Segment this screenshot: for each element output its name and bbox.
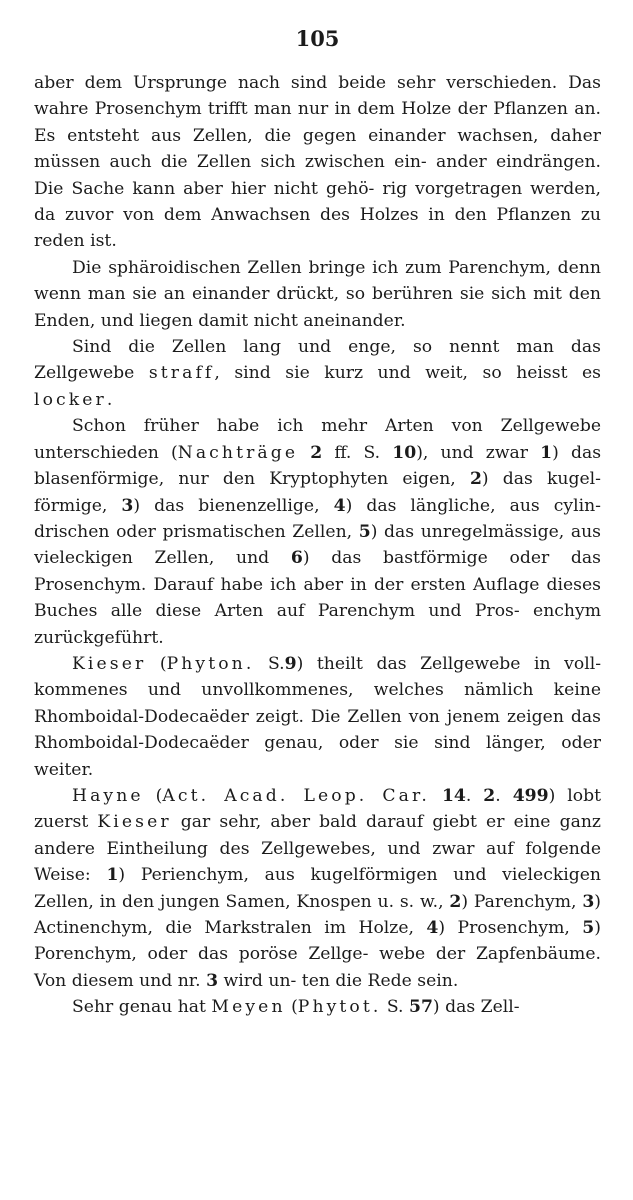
spaced-name: locker bbox=[34, 389, 107, 410]
text-run: ) das unregelmässige, aus vieleckigen Zellen, und bbox=[34, 521, 601, 569]
spaced-name: Act. Acad. Leop. Car. bbox=[162, 785, 430, 806]
bold-number: 5 bbox=[358, 521, 371, 542]
text-run bbox=[298, 443, 310, 463]
text-run: ( bbox=[143, 785, 163, 806]
text-run: . bbox=[106, 389, 113, 410]
bold-number: 3 bbox=[582, 891, 595, 912]
text-run: ) Porenchym, oder das poröse Zellge- webe der Zapfenbäume. Von diesem und nr. bbox=[34, 918, 601, 991]
spaced-name: Nachträge bbox=[177, 442, 299, 463]
text-run: ) Prosenchym, bbox=[438, 918, 583, 938]
text-run: , sind sie kurz und weit, so heisst es bbox=[214, 363, 601, 384]
text-run: . bbox=[465, 785, 484, 806]
text-run: S. bbox=[381, 997, 409, 1018]
text-run: gar sehr, aber bald darauf giebt er eine ganz andere Eintheilung des Zellgewebes, und zwar auf folgende Weise: bbox=[34, 812, 601, 886]
bold-number: 4 bbox=[333, 495, 346, 516]
bold-number: 5 bbox=[582, 918, 595, 938]
text-run: ) theilt das Zellgewebe in voll- kommenes und unvollkommenes, welches nämlich keine Rhomboidal-Dodecaëder zeigt. Die Zellen von jenem zeigen das Rhomboidal-Dodecaëder genau, oder sie sind länger, oder weiter. bbox=[34, 653, 602, 780]
text-run: ) das längliche, aus cylin- drischen oder prismatischen Zellen, bbox=[34, 495, 601, 542]
text-run: Die sphäroidischen Zellen bringe ich zum Parenchym, denn wenn man sie an einander drückt, so berühren sie sich mit den Enden, und liegen damit nicht aneinander. bbox=[34, 257, 601, 331]
paragraph bbox=[34, 334, 601, 413]
bold-number: 1 bbox=[540, 442, 553, 463]
text-run: ) das Zell- bbox=[432, 997, 520, 1018]
text-run bbox=[430, 786, 442, 806]
text-run: ( bbox=[285, 997, 298, 1018]
text-run: ) Perienchym, aus kugelförmigen und vieleckigen Zellen, in den jungen Samen, Knospen u. s. w., bbox=[34, 865, 601, 912]
paragraph bbox=[34, 70, 601, 255]
text-run: Sehr genau hat bbox=[72, 997, 212, 1018]
text-run: ) das bastförmige oder das Prosenchym. Darauf habe ich aber in der ersten Auflage dieses Buches alle diese Arten auf Parenchym und Pros- enchym zurückgeführt. bbox=[34, 548, 602, 648]
paragraph bbox=[34, 994, 601, 1020]
text-run: ) das blasenförmige, nur den Kryptophyten eigen, bbox=[34, 442, 602, 490]
text-run: ff. S. bbox=[322, 442, 393, 463]
text-run: S. bbox=[254, 653, 285, 674]
bold-number: 499 bbox=[512, 785, 549, 806]
bold-number: 6 bbox=[290, 548, 303, 569]
body-text bbox=[34, 70, 601, 1021]
text-run: ) Actinenchym, die Markstralen im Holze, bbox=[34, 891, 601, 938]
bold-number: 2 bbox=[449, 891, 462, 912]
spaced-name: Kieser bbox=[72, 653, 147, 674]
bold-number: 2 bbox=[310, 442, 323, 463]
paragraph bbox=[34, 651, 601, 783]
text-run: ) das kugel- förmige, bbox=[34, 469, 601, 516]
spaced-name: Hayne bbox=[72, 785, 144, 806]
spaced-name: Kieser bbox=[97, 812, 172, 833]
text-run: ), und zwar bbox=[416, 442, 541, 463]
text-run: ) das bienenzellige, bbox=[133, 495, 334, 516]
text-run: . bbox=[495, 785, 513, 806]
text-run: wird un- ten die Rede sein. bbox=[218, 970, 459, 991]
bold-number: 10 bbox=[392, 442, 417, 463]
spaced-name: straff bbox=[148, 363, 215, 384]
text-run: ( bbox=[146, 653, 167, 674]
bold-number: 3 bbox=[206, 970, 219, 991]
bold-number: 4 bbox=[426, 918, 439, 938]
spaced-name: Phytot. bbox=[297, 997, 382, 1018]
bold-number: 2 bbox=[483, 785, 496, 806]
spaced-name: Phyton. bbox=[166, 653, 255, 674]
bold-number: 9 bbox=[284, 653, 297, 674]
page-number: 105 bbox=[295, 26, 340, 51]
paragraph bbox=[34, 255, 601, 334]
bold-number: 2 bbox=[469, 469, 482, 490]
bold-number: 3 bbox=[121, 495, 134, 516]
text-run: ) Parenchym, bbox=[461, 891, 583, 912]
paragraph bbox=[34, 783, 601, 994]
text-run: Sind die Zellen lang und enge, so nennt man das Zellgewebe bbox=[34, 337, 601, 384]
spaced-name: Meyen bbox=[211, 997, 286, 1018]
paragraph bbox=[34, 413, 601, 651]
bold-number: 1 bbox=[106, 865, 119, 886]
text-run: Schon früher habe ich mehr Arten von Zellgewebe unterschieden ( bbox=[34, 416, 601, 463]
text-run: aber dem Ursprunge nach sind beide sehr verschieden. Das wahre Prosenchym trifft man nur in dem Holze der Pflanzen an. Es entsteht aus Zellen, die gegen einander wachsen, daher müssen auch die Zellen sich zwischen ein- ander eindrängen. Die Sache kann aber hier nicht gehö- rig vorgetragen werden, da zuvor von dem Anwachsen des Holzes in den Pflanzen zu reden ist. bbox=[34, 73, 601, 252]
text-run: ) lobt zuerst bbox=[34, 785, 601, 833]
bold-number: 57 bbox=[409, 997, 433, 1018]
bold-number: 14 bbox=[441, 785, 466, 806]
